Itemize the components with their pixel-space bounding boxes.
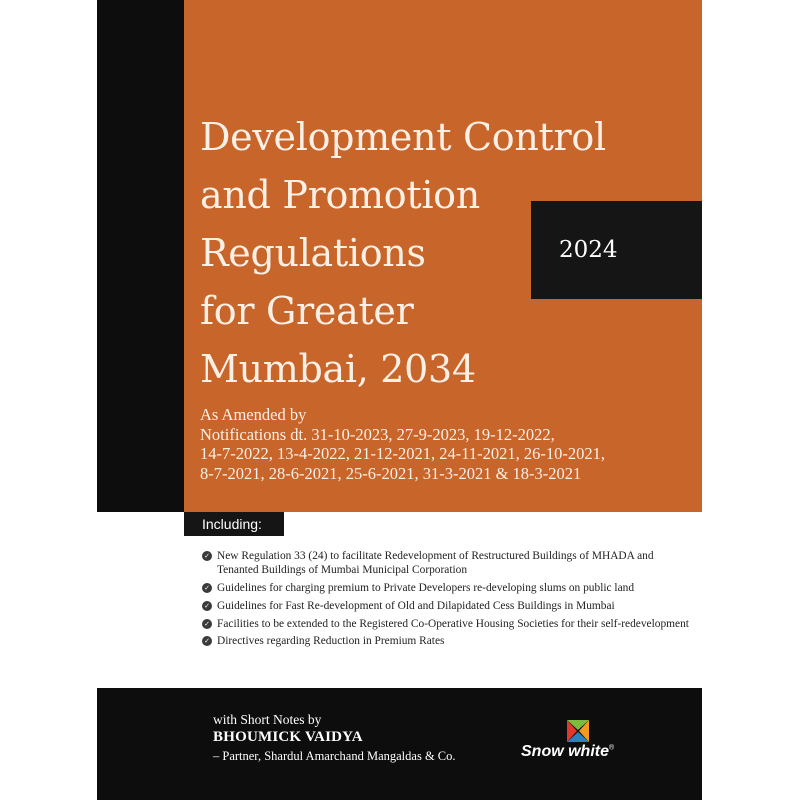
amended-line-1: As Amended by	[200, 405, 307, 424]
edition-year: 2024	[559, 237, 618, 263]
bullet-text: Facilities to be extended to the Registered Co-Operative Housing Societies for their self-redevelopment	[217, 617, 689, 630]
check-circle-icon: ✓	[202, 583, 212, 593]
publisher-name	[521, 743, 614, 761]
title-line-2: and Promotion	[200, 173, 480, 217]
author-role: – Partner, Shardul Amarchand Mangaldas & Co.	[213, 749, 456, 763]
title-line-3: Regulations	[200, 231, 426, 275]
short-notes-label: with Short Notes by	[213, 712, 322, 727]
including-label: Including:	[184, 512, 284, 536]
publisher-wordmark: Snow white	[521, 743, 609, 760]
amendment-notifications	[200, 405, 690, 483]
check-circle-icon: ✓	[202, 551, 212, 561]
contents-bullet-list	[202, 549, 697, 652]
list-item	[202, 617, 697, 631]
author-name: BHOUMICK VAIDYA	[213, 729, 363, 745]
black-spine-strip	[97, 0, 184, 512]
check-circle-icon: ✓	[202, 601, 212, 611]
bullet-text: New Regulation 33 (24) to facilitate Redevelopment of Restructured Buildings of MHADA and Tenanted Buildings of Mumbai Municipal Corporation	[217, 550, 654, 577]
check-circle-icon: ✓	[202, 636, 212, 646]
registered-mark: ®	[609, 744, 615, 752]
edition-year-box	[531, 201, 702, 299]
author-footer	[97, 688, 702, 800]
check-circle-icon: ✓	[202, 619, 212, 629]
book-cover	[97, 0, 702, 800]
list-item	[202, 549, 697, 577]
amended-line-2: Notifications dt. 31-10-2023, 27-9-2023, 19-12-2022,	[200, 424, 555, 444]
bullet-text: Guidelines for Fast Re-development of Old and Dilapidated Cess Buildings in Mumbai	[217, 599, 615, 612]
list-item	[202, 634, 697, 648]
bullet-text: Directives regarding Reduction in Premium Rates	[217, 635, 445, 648]
title-line-4: for Greater	[200, 289, 414, 333]
amended-line-4: 8-7-2021, 28-6-2021, 25-6-2021, 31-3-2021 & 18-3-2021	[200, 463, 582, 483]
amended-line-3: 14-7-2022, 13-4-2022, 21-12-2021, 24-11-2021, 26-10-2021,	[200, 444, 605, 463]
list-item	[202, 581, 697, 595]
title-line-5: Mumbai, 2034	[200, 347, 476, 391]
title-line-1: Development Control	[200, 115, 606, 159]
list-item	[202, 599, 697, 613]
snow-white-logo-icon	[566, 719, 590, 743]
bullet-text: Guidelines for charging premium to Private Developers re-developing slums on public land	[217, 582, 635, 594]
